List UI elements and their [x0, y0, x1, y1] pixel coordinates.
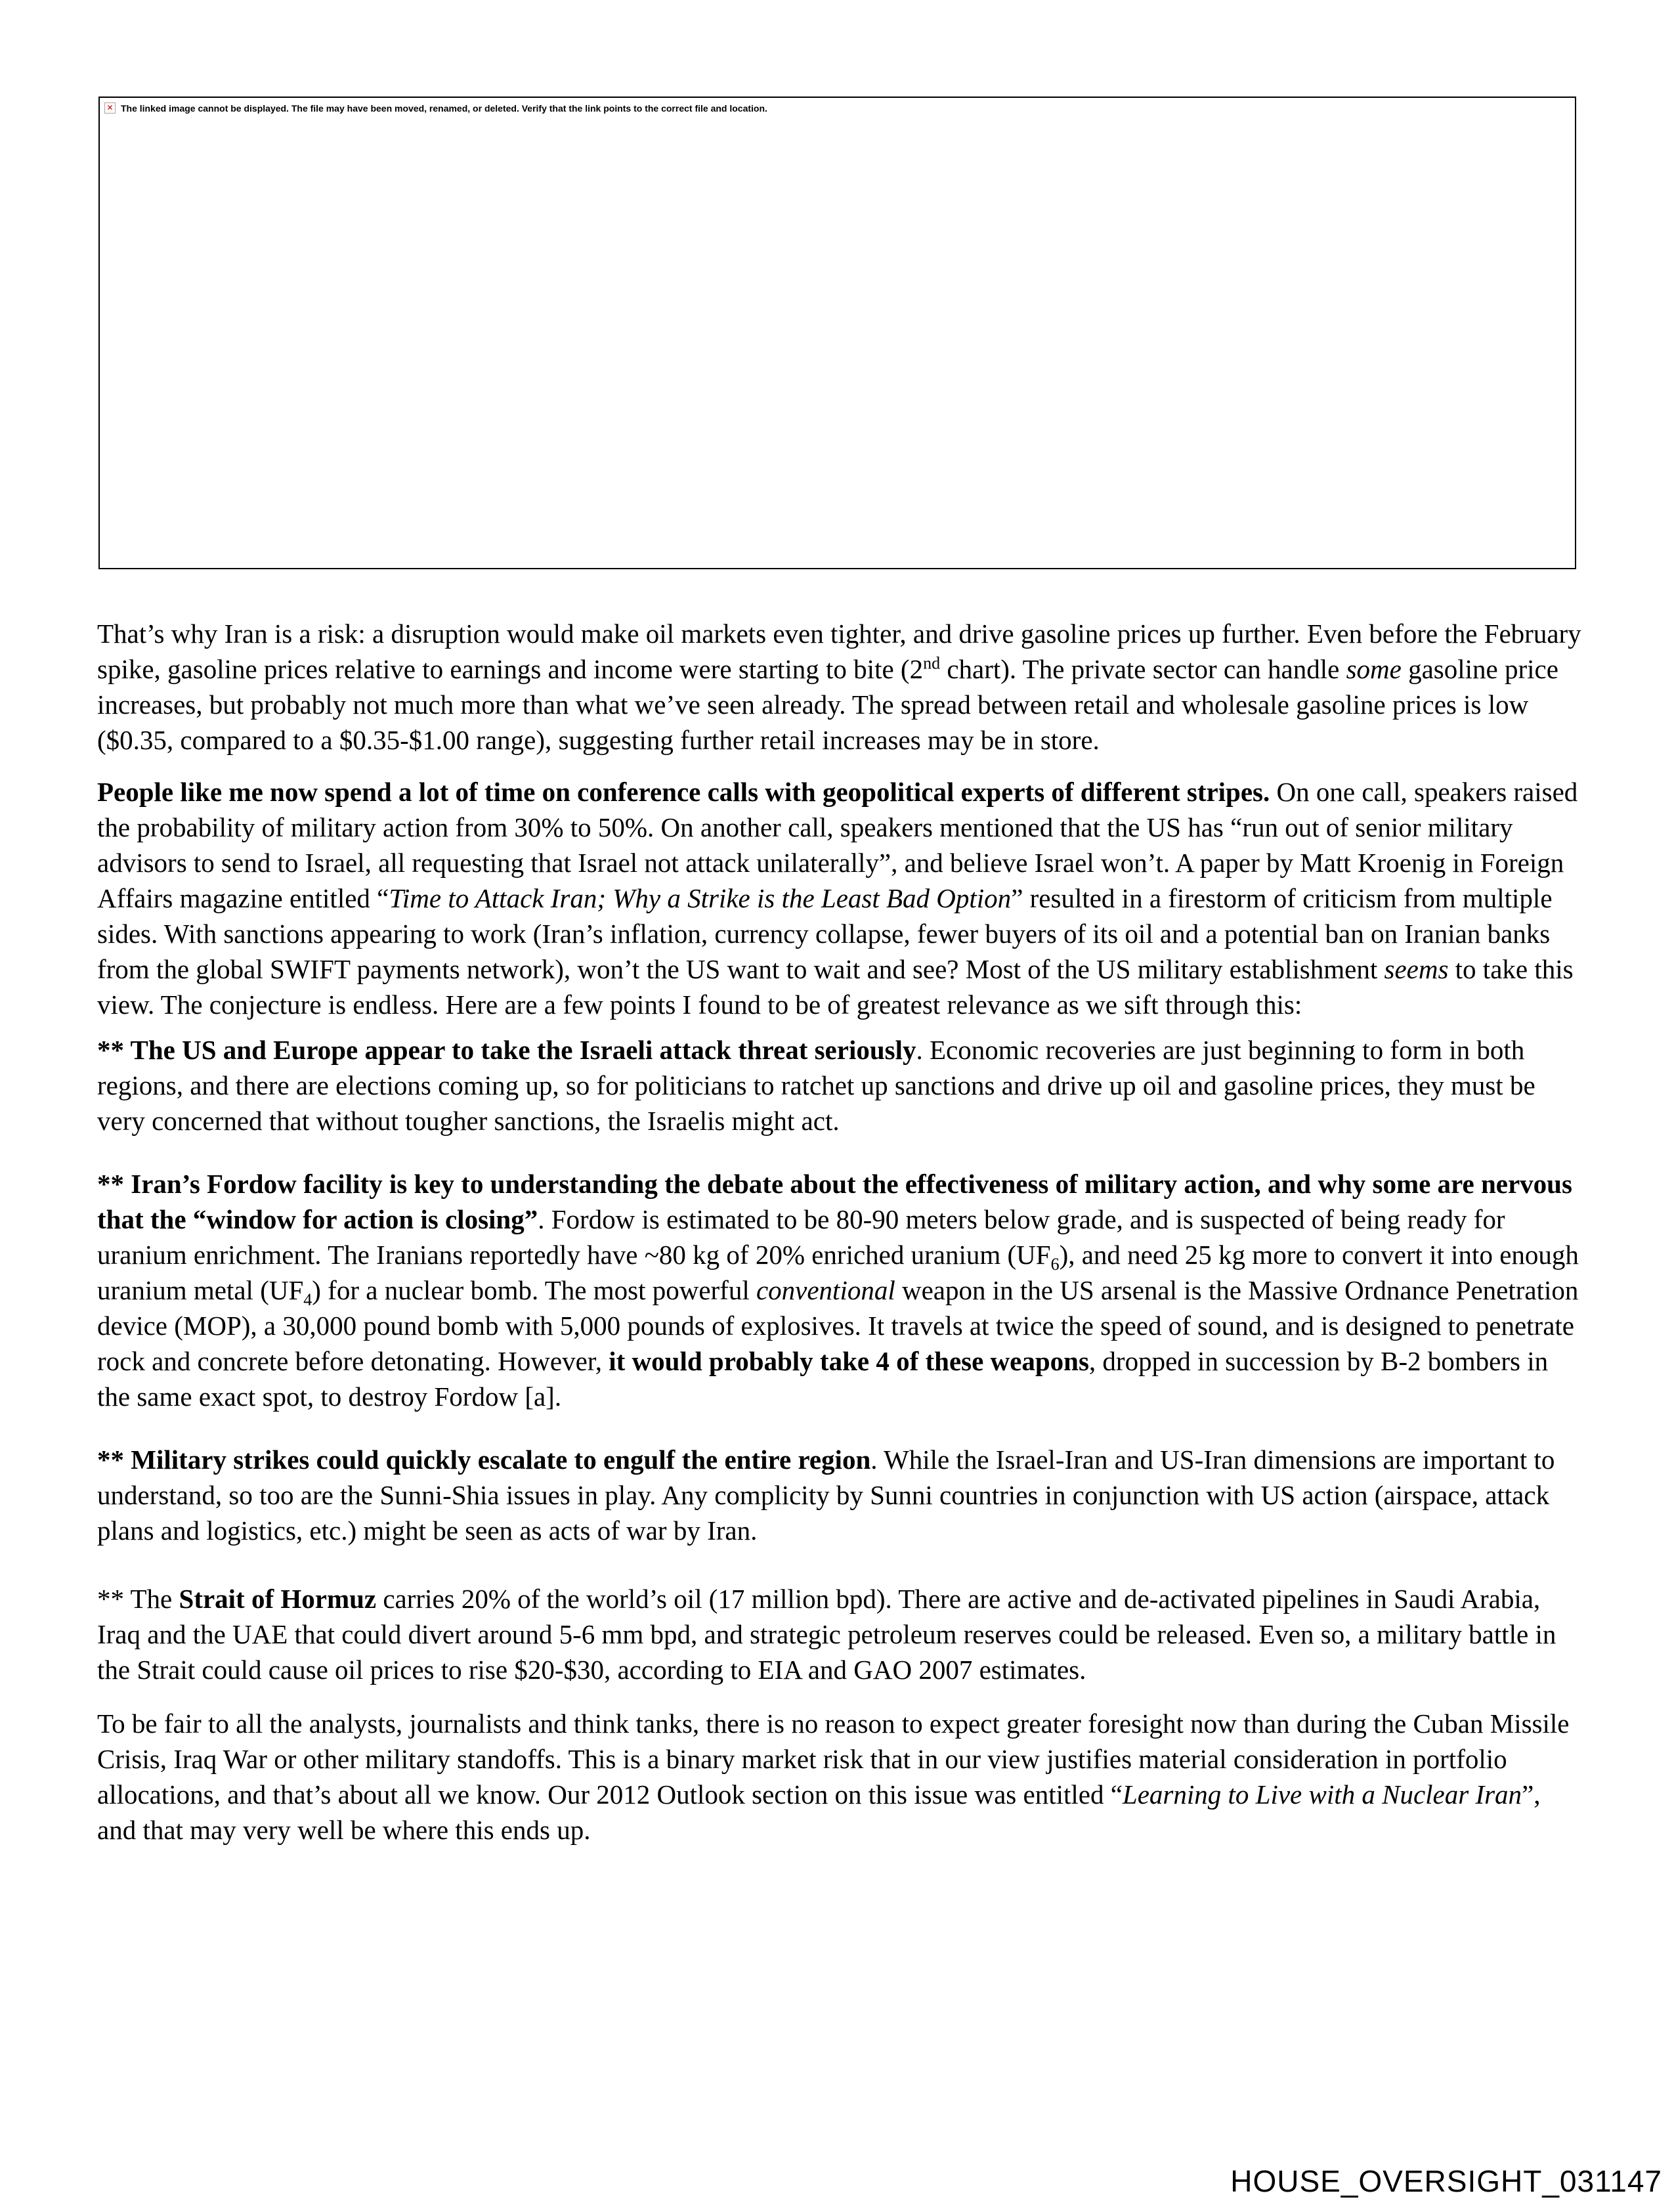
broken-image-frame — [98, 97, 1576, 569]
broken-image-icon: ✕ — [104, 102, 116, 114]
paragraph-fordow-facility: ** Iran’s Fordow facility is key to understanding the debate about the effectiveness of military action, and why some are nervous that the “window for action is closing”. Fordow is estimated to be 80-90 meters below grade, and is suspected of being ready for uranium enrichment. The Iranians reportedly have ~80 kg of 20% enriched uranium $(UF_6)$, and need 25 kg more to convert it into enough uranium metal $(UF_4)$ for a nuclear bomb. The most powerful conventional weapon in the US arsenal is the Massive Ordnance Penetration device (MOP), a 30,000 pound bomb with 5,000 pounds of explosives. It travels at twice the speed of sound, and is designed to penetrate rock and concrete before detonating. However, it would probably take 4 of these weapons, dropped in succession by B-2 bombers in the same exact spot, to destroy Fordow [a]. — [97, 1169, 1579, 1412]
paragraph-to-be-fair: To be fair to all the analysts, journalists and think tanks, there is no reason to expect greater foresight now than during the Cuban Missile Crisis, Iraq War or other military standoffs. This is a binary market risk that in our view justifies material consideration in portfolio allocations, and that’s about all we know. Our 2012 Outlook section on this issue was entitled “Learning to Live with a Nuclear Iran”, and that may very well be where this ends up. — [97, 1708, 1570, 1845]
paragraph-us-europe-threat: ** The US and Europe appear to take the Israeli attack threat seriously. Economic recoveries are just beginning to form in both regions, and there are elections coming up, so for politicians to ratchet up sanctions and drive up oil and gasoline prices, they must be very concerned that without tougher sanctions, the Israelis might act. — [97, 1035, 1535, 1136]
paragraph-military-strikes: ** Military strikes could quickly escalate to engulf the entire region. While the Israel-Iran and US-Iran dimensions are important to understand, so too are the Sunni-Shia issues in play. Any complicity by Sunni countries in conjunction with US action (airspace, attack plans and logistics, etc.) might be seen as acts of war by Iran. — [97, 1444, 1555, 1546]
broken-image-placeholder-text: The linked image cannot be displayed. The file may have been moved, renamed, or deleted. Verify that the link points to the correct file and location. — [121, 103, 767, 114]
paragraph-gasoline-prices: That’s why Iran is a risk: a disruption would make oil markets even tighter, and drive gasoline prices up further. Even before the February spike, gasoline prices relative to earnings and income were starting to bite (2nd chart). The private sector can handle some gasoline price increases, but probably not much more than what we’ve seen already. The spread between retail and wholesale gasoline prices is low ($0.35, compared to a $0.35-$1.00 range), suggesting further retail increases may be in store. — [97, 618, 1581, 755]
document-body — [97, 616, 1582, 1848]
paragraph-strait-of-hormuz: ** The Strait of Hormuz carries 20% of the world’s oil (17 million bpd). There are active and de-activated pipelines in Saudi Arabia, Iraq and the UAE that could divert around 5-6 mm bpd, and strategic petroleum reserves could be released. Even so, a military battle in the Strait could cause oil prices to rise $20-$30, according to EIA and GAO 2007 estimates. — [97, 1584, 1556, 1685]
paragraph-conference-calls: People like me now spend a lot of time on conference calls with geopolitical experts of different stripes. On one call, speakers raised the probability of military action from 30% to 50%. On another call, speakers mentioned that the US has “run out of senior military advisors to send to Israel, all requesting that Israel not attack unilaterally”, and believe Israel won’t. A paper by Matt Kroenig in Foreign Affairs magazine entitled “Time to Attack Iran; Why a Strike is the Least Bad Option” resulted in a firestorm of criticism from multiple sides. With sanctions appearing to work (Iran’s inflation, currency collapse, fewer buyers of its oil and a potential ban on Iranian banks from the global SWIFT payments network), won’t the US want to wait and see? Most of the US military establishment seems to take this view. The conjecture is endless. Here are a few points I found to be of greatest relevance as we sift through this: — [97, 777, 1578, 1020]
bates-number: HOUSE_OVERSIGHT_031147 — [1230, 2164, 1662, 2198]
broken-image-placeholder — [100, 98, 1575, 114]
